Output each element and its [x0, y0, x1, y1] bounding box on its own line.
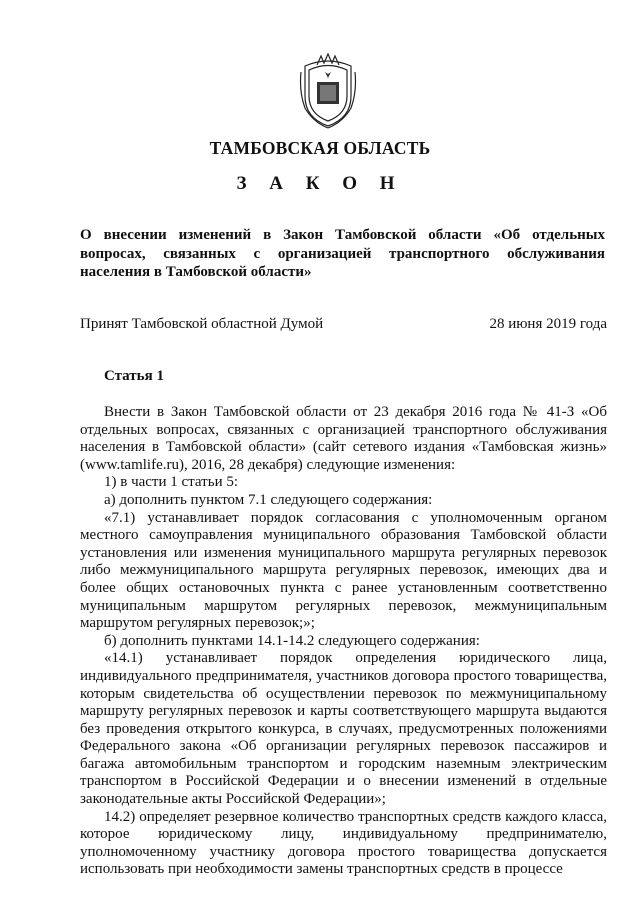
law-title: О внесении изменений в Закон Тамбовской области «Об отдельных вопросах, связанных с организацией транспортного обслуживания населения в Тамбовской области» — [80, 227, 605, 280]
region-heading: ТАМБОВСКАЯ ОБЛАСТЬ — [209, 138, 431, 158]
article-heading: Статья 1 — [104, 368, 164, 384]
law-heading: З А К О Н — [236, 173, 404, 194]
article-paragraph: Внести в Закон Тамбовской области от 23 декабря 2016 года № 41-З «Об отдельных вопросах, связанных с организацией транспортного обслуживания населения в Тамбовской области» (сайт сетевого издания «Тамбовская жизнь» (www.tamlife.ru), 2016, 28 декабря) следующие изменения: — [80, 404, 607, 473]
article-paragraph: а) дополнить пунктом 7.1 следующего содержания: — [104, 491, 433, 508]
adopted-by: Принят Тамбовской областной Думой — [80, 316, 324, 332]
article-body — [80, 404, 607, 879]
adoption-date: 28 июня 2019 года — [489, 316, 607, 332]
coat-of-arms-emblem — [297, 52, 359, 130]
article-paragraph: 1) в части 1 статьи 5: — [104, 474, 239, 491]
article-paragraph: б) дополнить пунктами 14.1-14.2 следующего содержания: — [104, 632, 480, 649]
article-paragraph: «14.1) устанавливает порядок определения юридического лица, индивидуального предпринимателя, участников договора простого товарищества, которым свидетельства об осуществлении перевозок по межмуниципальному маршруту регулярных перевозок и карты соответствующего маршрута выдаются без проведения открытого конкурса, в случаях, предусмотренных положениями Федерального закона «Об организации регулярных перевозок пассажиров и багажа автомобильным транспортом и городским наземным электрическим транспортом в Российской Федерации и о внесении изменений в отдельные законодательные акты Российской Федерации»; — [80, 650, 607, 808]
article-paragraph: 14.2) определяет резервное количество транспортных средств каждого класса, которое юридическому лицу, индивидуальному предпринимателю, уполномоченному участнику договора простого товарищества допускается использовать при необходимости замены транспортных средств в процессе — [80, 808, 607, 878]
adoption-line — [80, 316, 607, 333]
article-paragraph: «7.1) устанавливает порядок согласования с уполномоченным органом местного самоуправления муниципального образования Тамбовской области установления или изменения муниципального маршрута регулярных перевозок либо межмуниципального маршрута регулярных перевозок, имеющих два и более общих остановочных пункта с ранее установленным соответственно муниципальным маршрутом регулярных перевозок, межмуниципальным маршрутом регулярных перевозок;»; — [80, 509, 607, 632]
